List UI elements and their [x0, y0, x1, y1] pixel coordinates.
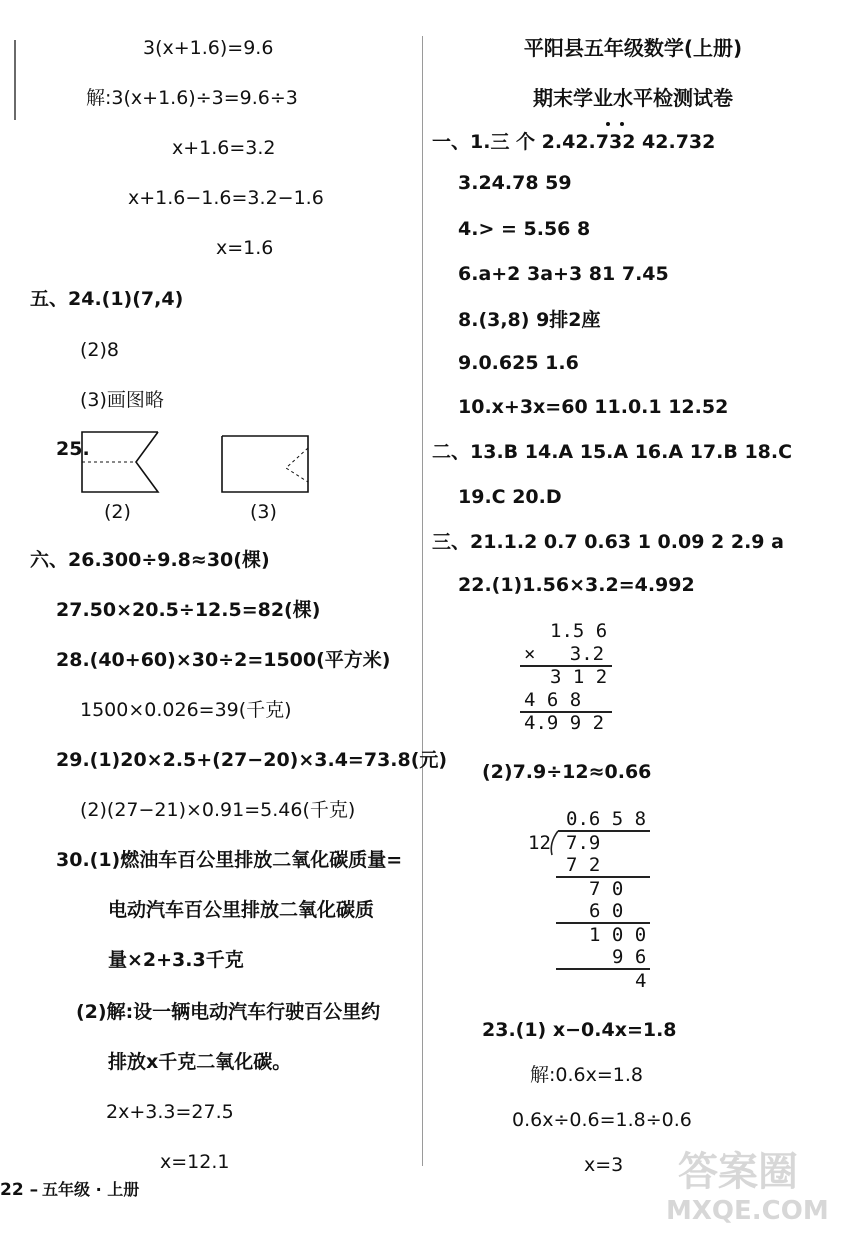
div-step-3: 6 0 [589, 900, 624, 922]
right-q13-18: 二、13.B 14.A 15.A 16.A 17.B 18.C [432, 441, 793, 463]
right-q23-answer: x=3 [584, 1154, 624, 1176]
mul-row-5: 4.9 9 2 [524, 712, 605, 734]
left-eq-5: x=1.6 [216, 237, 274, 259]
repeat-dot-1 [606, 122, 610, 126]
figure-caption-2: (2) [104, 501, 131, 523]
left-q30-cont-1: 电动汽车百公里排放二氧化碳质 [108, 899, 375, 921]
mul-row-4: 4 6 8 [524, 689, 582, 711]
div-step-2: 7 0 [589, 878, 624, 900]
page-edge-mark [14, 40, 16, 120]
left-q30-eq: 2x+3.3=27.5 [106, 1101, 234, 1123]
mul-row-2: × 3.2 [524, 643, 605, 665]
left-q24: 五、24.(1)(7,4) [30, 288, 184, 310]
left-eq-1: 3(x+1.6)=9.6 [143, 37, 274, 59]
right-q4-5: 4.> = 5.56 8 [458, 218, 591, 240]
right-q22-1: 22.(1)1.56×3.2=4.992 [458, 574, 695, 596]
watermark-logo: 答案圈 [678, 1149, 798, 1195]
watermark-url: MXQE.COM [666, 1196, 829, 1226]
repeat-dot-2 [620, 122, 624, 126]
div-step-4: 1 0 0 [589, 924, 647, 946]
page-title: 平阳县五年级数学(上册) [523, 36, 743, 60]
right-q21: 三、21.1.2 0.7 0.63 1 0.09 2 2.9 a [432, 531, 784, 553]
div-step-5: 9 6 [612, 946, 647, 968]
right-q19-20: 19.C 20.D [458, 486, 562, 508]
left-q24-3: (3)画图略 [80, 389, 164, 411]
left-eq-3: x+1.6=3.2 [172, 137, 276, 159]
left-eq-2: 解:3(x+1.6)÷3=9.6÷3 [86, 87, 298, 109]
right-q22-2: (2)7.9÷12≈0.66 [482, 761, 652, 783]
right-q9: 9.0.625 1.6 [458, 352, 579, 374]
left-eq-4: x+1.6−1.6=3.2−1.6 [128, 187, 324, 209]
left-q30-cont-2: 量×2+3.3千克 [108, 949, 244, 971]
div-step-1: 7 2 [566, 854, 601, 876]
left-q26: 六、26.300÷9.8≈30(棵) [30, 549, 270, 571]
page-number: 22 – [0, 1180, 39, 1200]
right-q10-12: 10.x+3x=60 11.0.1 12.52 [458, 396, 729, 418]
column-divider [422, 36, 423, 1166]
div-remainder: 4 [635, 970, 647, 992]
right-q23-1: 23.(1) x−0.4x=1.8 [482, 1019, 677, 1041]
left-q27: 27.50×20.5÷12.5=82(棵) [56, 599, 321, 621]
left-q29-2: (2)(27−21)×0.91=5.46(千克) [80, 799, 356, 821]
figure-25-3 [220, 434, 312, 496]
figure-caption-3: (3) [250, 501, 277, 523]
left-q30-2: (2)解:设一辆电动汽车行驶百公里约 [76, 1001, 381, 1023]
left-q30-2-cont: 排放x千克二氧化碳。 [108, 1051, 292, 1073]
mul-row-1: 1.5 6 [550, 620, 608, 642]
div-divisor: 12 [528, 832, 551, 854]
figure-25-2 [76, 430, 166, 496]
footer-grade: 五年级 · 上册 [42, 1180, 140, 1199]
right-q8: 8.(3,8) 9排2座 [458, 309, 601, 331]
right-q6-7: 6.a+2 3a+3 81 7.45 [458, 263, 669, 285]
mul-row-3: 3 1 2 [550, 666, 608, 688]
left-q24-2: (2)8 [80, 339, 120, 361]
left-q29: 29.(1)20×2.5+(27−20)×3.4=73.8(元) [56, 749, 448, 771]
div-dividend: 7.9 [566, 832, 601, 854]
right-q23-step-1: 解:0.6x=1.8 [530, 1064, 643, 1086]
left-q28-2: 1500×0.026=39(千克) [80, 699, 292, 721]
right-q23-step-2: 0.6x÷0.6=1.8÷0.6 [512, 1109, 692, 1131]
left-q25-label: 25. [56, 438, 90, 460]
left-q30-answer: x=12.1 [160, 1151, 230, 1173]
div-quotient: 0.6 5 8 [566, 808, 647, 830]
left-q28: 28.(40+60)×30÷2=1500(平方米) [56, 649, 391, 671]
right-q1-2: 一、1.三 个 2.42.732 42.732 [432, 131, 716, 153]
right-q3: 3.24.78 59 [458, 172, 572, 194]
left-q30: 30.(1)燃油车百公里排放二氧化碳质量= [56, 849, 403, 871]
page-subtitle: 期末学业水平检测试卷 [533, 86, 733, 110]
